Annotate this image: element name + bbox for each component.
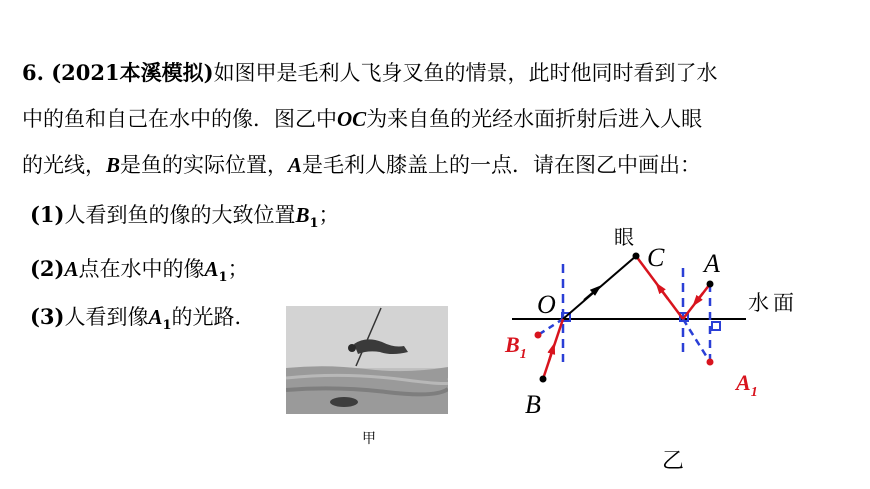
question-text: 点在水中的像 xyxy=(78,257,205,281)
question-text: 人看到像 xyxy=(64,305,149,329)
subscript: 1 xyxy=(218,270,228,286)
question-number: (2) xyxy=(30,256,65,281)
subscript: 1 xyxy=(309,216,319,232)
problem-text: 中的鱼和自己在水中的像．图乙中 xyxy=(22,107,337,131)
var-a: A xyxy=(64,257,79,281)
label-a: A xyxy=(704,249,720,278)
label-b: B xyxy=(525,390,541,419)
label-water-surface: 水面 xyxy=(748,291,798,315)
ray-o-c-arrow xyxy=(584,289,597,300)
right-angle-marker xyxy=(712,322,720,330)
question-text: ； xyxy=(227,257,249,281)
label-b1: $B_1$ xyxy=(505,332,527,362)
question-text: ； xyxy=(318,203,340,227)
question-text: 的光路． xyxy=(171,305,256,329)
ray-a-surface-arrow xyxy=(696,293,703,302)
problem-text: 为来自鱼的光经水面折射后进入人眼 xyxy=(366,107,703,131)
problem-text: 如图甲是毛利人飞身叉鱼的情景，此时他同时看到了水 xyxy=(213,61,718,85)
var-b: B xyxy=(106,153,121,177)
question-number: (3) xyxy=(30,304,65,329)
label-c: C xyxy=(647,243,665,272)
label-a1: $A_1$ xyxy=(736,370,758,400)
problem-text: 是毛利人膝盖上的一点．请在图乙中画出： xyxy=(302,153,702,177)
point-b xyxy=(540,376,547,383)
point-a1 xyxy=(707,359,714,366)
var-a1: A xyxy=(204,257,219,281)
ray-surface-c-arrow xyxy=(659,287,668,299)
point-c xyxy=(633,253,640,260)
ray-o-to-c xyxy=(563,256,636,319)
problem-text: 的光线， xyxy=(22,153,106,177)
var-a: A xyxy=(288,153,303,177)
problem-number-source: 6. (2021本溪模拟) xyxy=(22,60,214,85)
label-eye: 眼 xyxy=(614,225,634,249)
question-text: 人看到鱼的像的大致位置 xyxy=(64,203,296,227)
point-b1 xyxy=(535,332,542,339)
virtual-ray-to-a1 xyxy=(683,319,710,362)
problem-text: 是鱼的实际位置， xyxy=(120,153,289,177)
figure-a-caption: 甲 xyxy=(362,431,376,447)
subscript: 1 xyxy=(162,318,172,334)
var-b1: B xyxy=(295,203,310,227)
question-number: (1) xyxy=(30,202,65,227)
var-a1: A xyxy=(148,305,163,329)
point-a xyxy=(707,281,714,288)
label-o: O xyxy=(537,290,556,319)
figure-b-caption: 乙 xyxy=(662,449,685,474)
var-oc: OC xyxy=(337,107,367,131)
